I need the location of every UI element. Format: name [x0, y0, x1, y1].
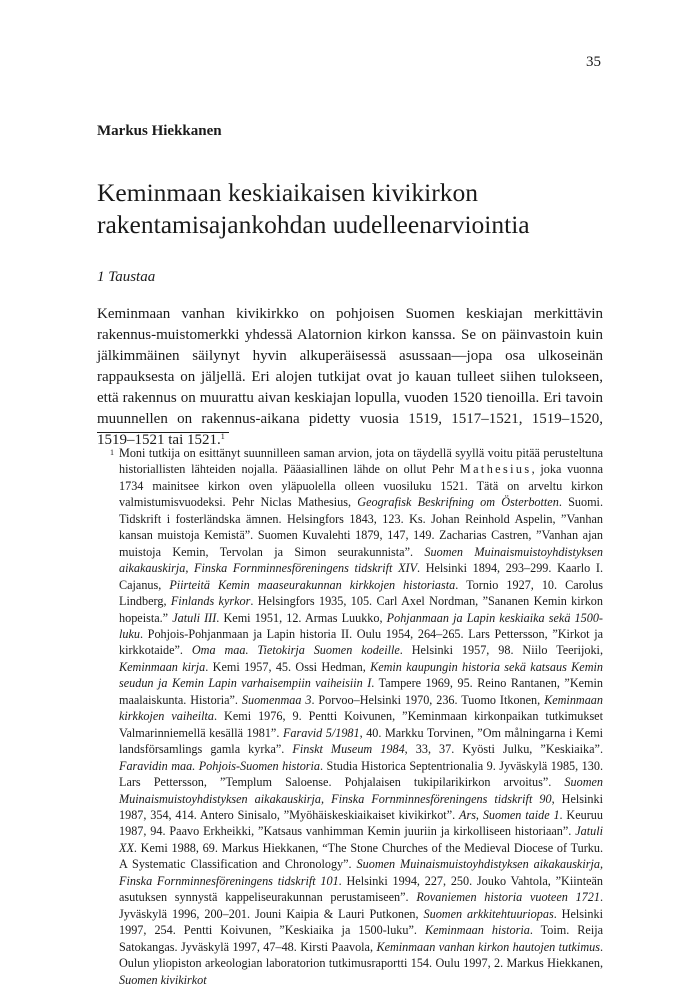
footnote-citation-title: Ars, Suomen taide 1 — [459, 807, 560, 822]
footnote-text-run: , joka vuonna 1734 mainitsee kirkon oven yläpuolella olleen vuosiluku 1521. Tätä on arveltu kirkon valmistumisvuodeksi. Pehr Niclas Mathesius, — [119, 462, 603, 510]
footnote-text-run: . Helsinki 1957, 98. Niilo Teerijoki, — [399, 643, 603, 658]
footnote-text-run: Moni tutkija on esittänyt suunnilleen saman arvion, jota on täydellä syyllä voitu pitää perusteltuna historiallisten lähteiden nojalla. Pääasiallinen lähde on ollut Pehr — [119, 446, 603, 477]
footnote-text-run: . Studia Historica Septentrionalia 9. Jyväskylä 1985, 130. Lars Pettersson, ”Templum Saloense. Pohjalaisen tukipilarikirkon arvoitus”. — [119, 758, 603, 790]
footnote-text-run: . Oulun yliopiston arkeologian laboratorion tutkimusraportti 154. Oulu 1997, 2. Markus Hiekkanen, — [119, 939, 603, 971]
footnote-citation-title: Suomen Muinaismuistoyhdistyksen aikakauskirja, Finska Fornminnesföreningens tidskrift 101 — [119, 857, 603, 888]
footnote-citation-title: Keminmaan kirkkojen vaiheilta — [119, 692, 603, 724]
footnote-citation-title: Suomen Muinaismuistoyhdistyksen aikakauskirja, Finska Fornminnesföreningens tidskrift 90 — [119, 775, 603, 806]
footnote-citation-title: Suomen Muinaismuistoyhdistyksen aikakauskirja, Finska Fornminnesföreningens tidskrift XIV — [119, 544, 603, 576]
footnote-text — [119, 445, 603, 988]
footnote-text-run: . Kemi 1988, 69. Markus Hiekkanen, “The Stone Churches of the Medieval Diocese of Turku. A Systematic Classification and Chronology”. — [119, 840, 603, 872]
footnote-text-run: . Kemi 1976, 9. Pentti Koivunen, ”Keminmaan kirkonpaikan tutkimukset Valmarinniemellä kesällä 1981”. — [119, 709, 603, 740]
footnote — [97, 445, 603, 988]
footnote-text-run: . Suomi. Tidskrift i fosterländska ämnen. Helsingfors 1843, 123. Ks. Johan Reinhold Aspelin, ”Vanhan kansan muistoja Kemistä”. Suomen Kuvalehti 1879, 147, 149. Zacharias Castren, ”Vanhan ajan muistoja Kemin, Tervolan ja Simon seurakunnista”. — [119, 495, 603, 559]
footnote-citation-title: Oma maa. Tietokirja Suomen kodeille — [191, 643, 400, 658]
article-title: Keminmaan keskiaikaisen kivikirkon rakentamisajankohdan uudelleenarviointia — [97, 178, 530, 239]
page-number: 35 — [586, 54, 601, 70]
footnote-text-run: . Helsinki 1997, 254. Pentti Koivunen, ”Keskiaika ja 1500-luku”. — [119, 906, 603, 938]
footnote-citation-title: Finlands kyrkor — [170, 594, 251, 609]
footnote-text-run: . Kemi 1951, 12. Armas Luukko, — [216, 610, 387, 625]
footnote-citation-title: Keminmaan vanhan kirkon hautojen tutkimus — [376, 939, 600, 954]
footnote-text-run: Mathesius — [459, 462, 532, 477]
footnote-citation-title: Suomenmaa 3 — [241, 692, 312, 707]
footnote-text-run: . Keuruu 1987, 94. Paavo Erkheikki, ”Katsaus vanhimman Kemin juuriin ja kirkolliseen historiaan”. — [119, 807, 603, 839]
footnote-divider — [97, 432, 229, 433]
footnote-citation-title: Piirteitä Kemin maaseurakunnan kirkkojen historiasta — [169, 577, 456, 592]
footnote-citation-title: Suomen arkkitehtuuriopas — [423, 906, 554, 921]
footnote-citation-title: Faravid 5/1981 — [282, 725, 360, 740]
footnote-citation-title: Jatuli III — [172, 610, 217, 625]
footnote-text-run: . Jyväskylä 1996, 200–201. Jouni Kaipia & Lauri Putkonen, — [119, 890, 604, 921]
footnote-citation-title: Keminmaan historia — [424, 923, 530, 938]
footnote-text-run: . Tornio 1927, 10. Carolus Lindberg, — [119, 577, 603, 609]
footnote-text-run: . Helsinki 1994, 227, 250. Jouko Vahtola, ”Kiinteän asutuksen synnystä kappeliseurakunnan perustamiseen”. — [119, 873, 603, 905]
footnote-text-run: . Porvoo–Helsinki 1970, 236. Tuomo Itkonen, — [311, 692, 545, 707]
footnote-citation-title: Suomen kivikirkot — [119, 972, 207, 987]
footnote-citation-title: Rovaniemen historia vuoteen 1721 — [416, 890, 600, 905]
body-paragraph — [97, 304, 603, 451]
footnote-citation-title: Kemin kaupungin historia sekä katsaus Kemin seudun ja Kemin Lapin varhaisempiin vaiheisiin I — [119, 659, 603, 691]
footnote-text-run: . Toim. Reija Satokangas. Jyväskylä 1997, 47–48. Kirsti Paavola, — [119, 923, 604, 954]
footnote-text-run: . Helsingfors 1935, 105. Carl Axel Nordman, ”Sananen Kemin kirkon hopeista.” — [119, 594, 603, 625]
footnote-citation-title: Faravidin maa. Pohjois-Suomen historia — [119, 758, 321, 773]
footnote-text-run: , Helsinki 1987, 354, 414. Antero Sinisalo, ”Myöhäiskeskiaikaiset kivikirkot”. — [119, 791, 603, 822]
footnote-text-run: . Tampere 1969, 95. Reino Rantanen, ”Kemin maalaiskunta. Historia”. — [119, 676, 603, 707]
body-paragraph-text: Keminmaan vanhan kivikirkko on pohjoisen Suomen keskiajan merkittävin rakennus-muistomerkki yhdessä Alatornion kirkon kanssa. Se on päinvastoin kuin jälkimmäinen säilynyt hyvin alkuperäisessä asussaan—jopa osa ulkoseinän rappauksesta on jäljellä. Eri alojen tutkijat ovat jo kauan tulleet siihen tulokseen, että rakennus on muurattu aivan keskiajan lopulla, vuoden 1520 tienoilla. Eri tavoin muunnellen on rakennus-aikana pidetty vuosia 1519, 1517–1521, 1519–1520, 1519–1521 tai 1521. — [97, 306, 603, 448]
footnote-text-run: . Pohjois-Pohjanmaan ja Lapin historia II. Oulu 1954, 264–265. Lars Pettersson, ”Kirkot ja kirkkotaide”. — [119, 626, 603, 658]
footnote-text-run: . Helsinki 1894, 293–299. Kaarlo I. Cajanus, — [119, 561, 603, 592]
footnote-citation-title: Keminmaan kirja — [119, 659, 206, 674]
footnote-text-run: , 33, 37. Kyösti Julku, ”Keskiaika”. — [404, 742, 604, 757]
footnote-citation-title: Finskt Museum 1984 — [292, 742, 405, 757]
footnote-reference[interactable]: 1 — [220, 432, 225, 441]
author-name: Markus Hiekkanen — [97, 123, 222, 139]
footnote-text-run: , 40. Markku Torvinen, ”Om målningarna i Kemi landsförsamlings gamla kyrka”. — [119, 725, 603, 757]
footnote-citation-title: Jatuli XX — [119, 824, 603, 855]
section-heading: 1 Taustaa — [97, 269, 156, 285]
footnote-marker: 1 — [110, 448, 114, 457]
footnote-citation-title: Geografisk Beskrifning om Österbotten — [357, 495, 559, 510]
footnote-text-run: . Kemi 1957, 45. Ossi Hedman, — [205, 659, 371, 674]
footnote-citation-title: Pohjanmaan ja Lapin keskiaika sekä 1500-luku — [119, 610, 603, 641]
